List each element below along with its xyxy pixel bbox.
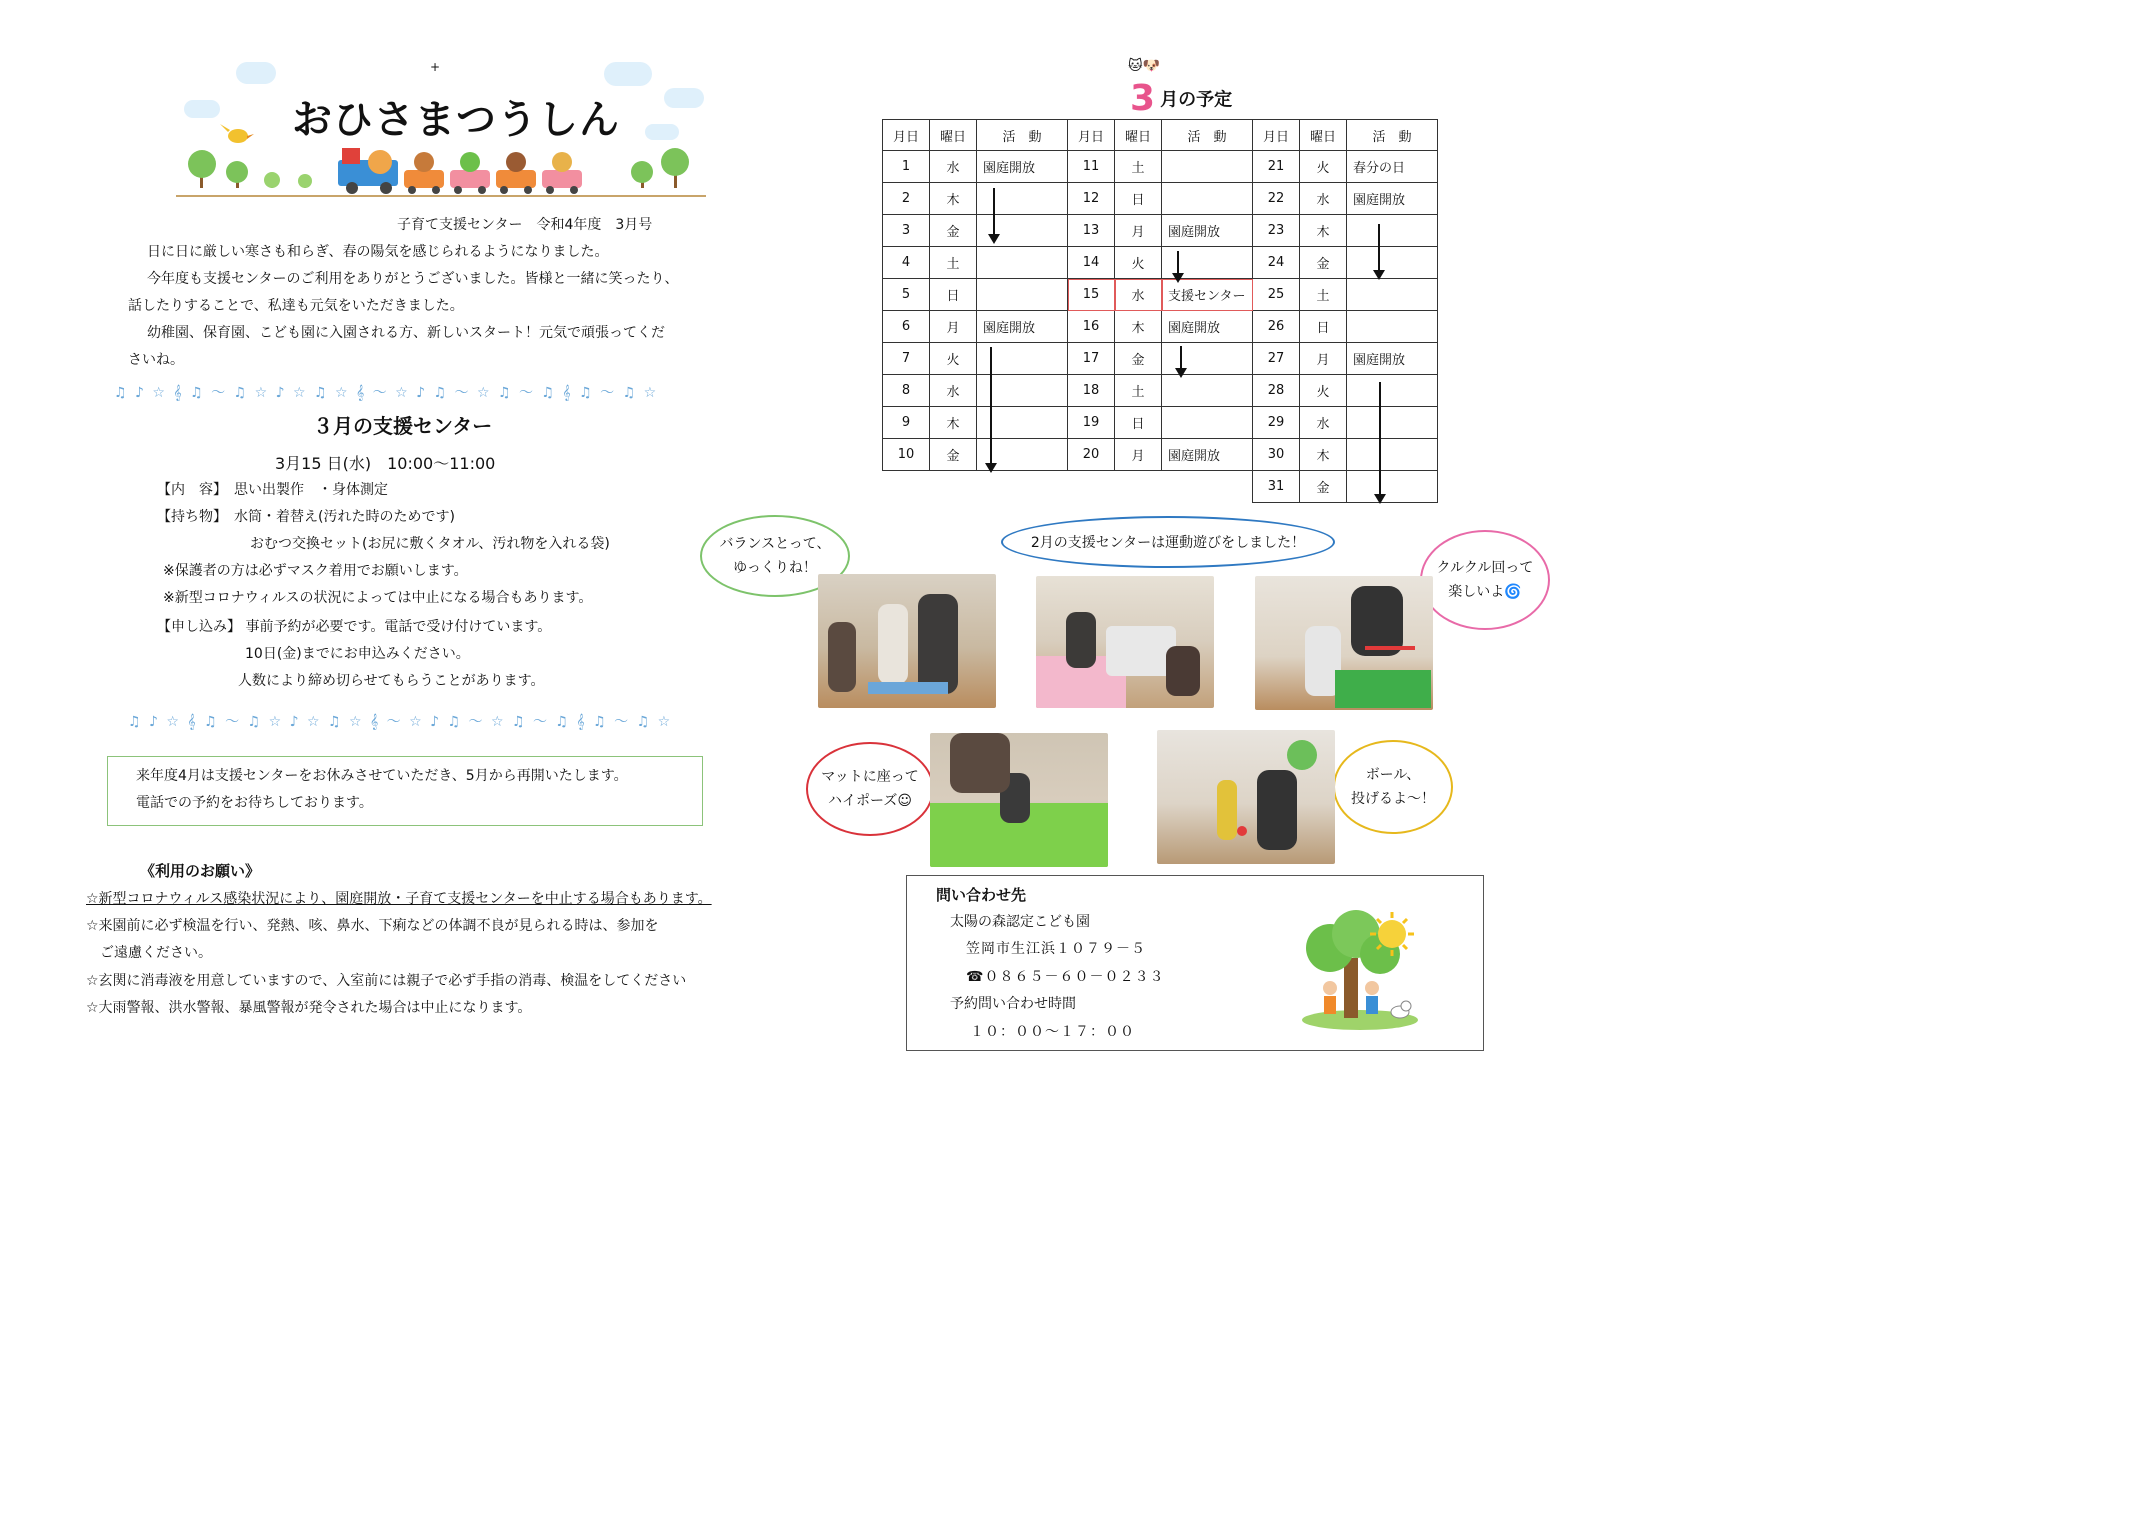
rule-item: ☆新型コロナウィルス感染状況により、園庭開放・子育て支援センターを中止する場合もあります。: [86, 891, 712, 907]
rule-item: ☆玄関に消毒液を用意していますので、入室前には親子で必ず手指の消毒、検温をしてください: [86, 973, 687, 989]
col-weekday-header: 曜日: [1115, 120, 1162, 151]
schedule-date-cell: 24: [1253, 247, 1300, 279]
schedule-activity-cell: 園庭開放: [1162, 311, 1253, 343]
bubble-text: クルクル回って: [1436, 560, 1534, 576]
bubble-text: ハイポーズ☺: [828, 793, 912, 809]
schedule-activity-cell: [1347, 247, 1438, 279]
newsletter-title: おひさまつうしん: [292, 97, 620, 143]
schedule-activity-cell: [1347, 439, 1438, 471]
contact-hours: １０：００～１７：００: [970, 1024, 1135, 1040]
schedule-activity-cell: 園庭開放: [1347, 183, 1438, 215]
schedule-activity-cell: 園庭開放: [1347, 343, 1438, 375]
bubble-text: ゆっくりね！: [733, 560, 817, 576]
support-content: 【内 容】 思い出製作 ・身体測定: [157, 482, 388, 498]
schedule-activity-cell: 春分の日: [1347, 151, 1438, 183]
notice-line-2: 電話での予約をお待ちしております。: [136, 795, 373, 811]
schedule-weekday-cell: 金: [1300, 247, 1347, 279]
schedule-weekday-cell: 金: [930, 215, 977, 247]
schedule-activity-cell: [977, 247, 1068, 279]
bubble-text: 楽しいよ🌀: [1448, 584, 1522, 600]
schedule-date-cell: 17: [1068, 343, 1115, 375]
continuation-arrow: [1177, 251, 1179, 275]
schedule-weekday-cell: 土: [1115, 375, 1162, 407]
intro-line-4: 幼稚園、保育園、こども園に入園される方、新しいスタート！元気で頑張ってくだ: [147, 325, 665, 341]
schedule-date-cell: 9: [883, 407, 930, 439]
tree-icon: [264, 172, 280, 188]
support-belongings-2: おむつ交換セット(お尻に敷くタオル、汚れ物を入れる袋): [250, 536, 610, 552]
cloud-decoration: [664, 88, 704, 108]
schedule-date-cell: 19: [1068, 407, 1115, 439]
contact-hours-label: 予約問い合わせ時間: [950, 996, 1076, 1012]
schedule-weekday-cell: 金: [930, 439, 977, 471]
photo-green-mat: [930, 733, 1108, 867]
bubble-text: マットに座って: [821, 769, 919, 785]
speech-bubble-kurukuru: [1420, 530, 1550, 630]
schedule-weekday-cell: 金: [1300, 471, 1347, 503]
schedule-empty-cell: [977, 471, 1068, 503]
march-number: 3: [1130, 78, 1156, 119]
schedule-row: [883, 471, 1438, 503]
schedule-empty-cell: [1115, 471, 1162, 503]
schedule-date-cell: 6: [883, 311, 930, 343]
cloud-decoration: [236, 62, 276, 84]
continuation-arrow: [1180, 346, 1182, 370]
col-date-header: 月日: [883, 120, 930, 151]
tree-icon: [631, 161, 653, 188]
schedule-row: [883, 279, 1438, 311]
schedule-activity-cell: [1347, 311, 1438, 343]
schedule-row: [883, 375, 1438, 407]
schedule-weekday-cell: 日: [930, 279, 977, 311]
tree-icon: [661, 148, 689, 188]
train-car-icon: [404, 152, 444, 194]
schedule-activity-cell: 園庭開放: [1162, 215, 1253, 247]
schedule-weekday-cell: 月: [1115, 215, 1162, 247]
intro-line-2: 今年度も支援センターのご利用をありがとうございました。皆様と一緒に笑ったり、: [147, 271, 679, 287]
schedule-date-cell: 22: [1253, 183, 1300, 215]
photo-caption-text: 2月の支援センターは運動遊びをしました！: [1030, 535, 1306, 551]
support-belongings: 【持ち物】 水筒・着替え(汚れた時のためです): [157, 509, 455, 525]
schedule-weekday-cell: 日: [1115, 183, 1162, 215]
schedule-activity-cell: [1347, 407, 1438, 439]
rules-heading: 《利用のお願い》: [140, 862, 261, 880]
bubble-text: 投げるよ～！: [1351, 791, 1435, 807]
child-icon: [1323, 981, 1337, 1014]
train-car-icon: [542, 152, 582, 194]
contact-address: 笠岡市生江浜１０７９－５: [966, 941, 1146, 957]
schedule-activity-cell: [1162, 183, 1253, 215]
bird-icon: [220, 124, 254, 143]
rule-item: ☆来園前に必ず検温を行い、発熱、咳、鼻水、下痢などの体調不良が見られる時は、参加を: [86, 918, 659, 934]
music-note-divider: ♫ ♪ ☆ 𝄞 ♫ ～ ♫ ☆ ♪ ☆ ♫ ☆ 𝄞 ～ ☆ ♪ ♫ ～ ☆ ♫ ～ ♫ 𝄞 ♫ ～ ♫ ☆: [114, 385, 659, 401]
cat-dog-icon: 🐱🐶: [1128, 58, 1161, 74]
train-car-icon: [496, 152, 536, 194]
schedule-date-cell: 25: [1253, 279, 1300, 311]
photo-bead-maze: [1255, 576, 1433, 710]
schedule-weekday-cell: 火: [1115, 247, 1162, 279]
schedule-row: [883, 247, 1438, 279]
schedule-date-cell: 7: [883, 343, 930, 375]
schedule-activity-cell: [1162, 375, 1253, 407]
schedule-empty-cell: [1068, 471, 1115, 503]
support-mask-note: ※保護者の方は必ずマスク着用でお願いします。: [163, 563, 468, 579]
train-illustration: [176, 118, 706, 202]
schedule-activity-cell: 園庭開放: [977, 151, 1068, 183]
schedule-weekday-cell: 木: [930, 407, 977, 439]
schedule-empty-cell: [930, 471, 977, 503]
schedule-empty-cell: [1162, 471, 1253, 503]
schedule-weekday-cell: 日: [1300, 311, 1347, 343]
support-corona-note: ※新型コロナウィルスの状況によっては中止になる場合もあります。: [163, 590, 593, 606]
schedule-weekday-cell: 木: [1300, 439, 1347, 471]
schedule-weekday-cell: 火: [1300, 375, 1347, 407]
schedule-activity-cell: [977, 279, 1068, 311]
schedule-row: [883, 407, 1438, 439]
contact-heading: 問い合わせ先: [936, 886, 1027, 904]
contact-name: 太陽の森認定こども園: [950, 914, 1090, 930]
photo-balance-beam: [818, 574, 996, 708]
rule-item: ☆大雨警報、洪水警報、暴風警報が発令された場合は中止になります。: [86, 1000, 532, 1016]
photo-caption: [1001, 516, 1335, 568]
rule-item: ご遠慮ください。: [100, 945, 212, 961]
tree-sun-kids-illustration: [1300, 908, 1426, 1032]
schedule-weekday-cell: 火: [930, 343, 977, 375]
schedule-date-cell: 2: [883, 183, 930, 215]
schedule-date-cell: 15: [1068, 279, 1115, 311]
support-date: 3月15 日(水) 10:00～11:00: [275, 454, 496, 473]
schedule-weekday-cell: 土: [930, 247, 977, 279]
schedule-date-cell: 30: [1253, 439, 1300, 471]
bubble-text: バランスとって、: [719, 536, 831, 552]
schedule-date-cell: 11: [1068, 151, 1115, 183]
schedule-date-cell: 4: [883, 247, 930, 279]
schedule-row: [883, 343, 1438, 375]
schedule-date-cell: 8: [883, 375, 930, 407]
col-weekday-header: 曜日: [930, 120, 977, 151]
col-date-header: 月日: [1253, 120, 1300, 151]
schedule-date-cell: 27: [1253, 343, 1300, 375]
schedule-weekday-cell: 土: [1115, 151, 1162, 183]
photo-playmat: [1036, 576, 1214, 708]
schedule-row: [883, 311, 1438, 343]
schedule-date-cell: 26: [1253, 311, 1300, 343]
intro-line-3: 話したりすることで、私達も元気をいただきました。: [128, 298, 464, 314]
schedule-weekday-cell: 水: [1300, 407, 1347, 439]
bubble-text: ボール、: [1365, 767, 1421, 783]
schedule-row: [883, 439, 1438, 471]
schedule-date-cell: 12: [1068, 183, 1115, 215]
schedule-date-cell: 13: [1068, 215, 1115, 247]
tree-icon: [226, 161, 248, 188]
schedule-empty-cell: [883, 471, 930, 503]
intro-line-1: 日に日に厳しい寒さも和らぎ、春の陽気を感じられるようになりました。: [147, 244, 609, 260]
schedule-weekday-cell: 金: [1115, 343, 1162, 375]
schedule-weekday-cell: 月: [1300, 343, 1347, 375]
speech-bubble-mat: [806, 742, 934, 836]
schedule-weekday-cell: 月: [1115, 439, 1162, 471]
schedule-weekday-cell: 木: [930, 183, 977, 215]
schedule-weekday-cell: 水: [1115, 279, 1162, 311]
schedule-activity-cell: 園庭開放: [1162, 439, 1253, 471]
support-limit: 人数により締め切らせてもらうことがあります。: [238, 673, 545, 689]
schedule-weekday-cell: 土: [1300, 279, 1347, 311]
schedule-activity-cell: [1162, 151, 1253, 183]
schedule-date-cell: 20: [1068, 439, 1115, 471]
schedule-date-cell: 28: [1253, 375, 1300, 407]
schedule-date-cell: 1: [883, 151, 930, 183]
music-note-divider: ♫ ♪ ☆ 𝄞 ♫ ～ ♫ ☆ ♪ ☆ ♫ ☆ 𝄞 ～ ☆ ♪ ♫ ～ ☆ ♫ ～ ♫ 𝄞 ♫ ～ ♫ ☆: [128, 714, 673, 730]
continuation-arrow: [993, 188, 995, 236]
schedule-activity-cell: [1347, 471, 1438, 503]
schedule-weekday-cell: 水: [930, 375, 977, 407]
dog-icon: [1391, 1001, 1411, 1018]
schedule-title: [1130, 78, 1232, 119]
support-deadline: 10日(金)までにお申込みください。: [245, 646, 470, 662]
schedule-weekday-cell: 木: [1300, 215, 1347, 247]
schedule-date-cell: 16: [1068, 311, 1115, 343]
schedule-table: [882, 119, 1438, 503]
schedule-activity-cell: [1347, 375, 1438, 407]
schedule-date-cell: 29: [1253, 407, 1300, 439]
schedule-date-cell: 21: [1253, 151, 1300, 183]
col-weekday-header: 曜日: [1300, 120, 1347, 151]
tree-icon: [298, 174, 312, 188]
col-activity-header: 活 動: [1162, 120, 1253, 151]
schedule-weekday-cell: 水: [1300, 183, 1347, 215]
schedule-activity-cell: [1347, 279, 1438, 311]
tree-icon: [188, 150, 216, 188]
col-date-header: 月日: [1068, 120, 1115, 151]
schedule-activity-cell: [1347, 215, 1438, 247]
continuation-arrow: [990, 347, 992, 465]
schedule-date-cell: 10: [883, 439, 930, 471]
schedule-date-cell: 14: [1068, 247, 1115, 279]
schedule-date-cell: 23: [1253, 215, 1300, 247]
contact-phone: ☎０８６５－６０－０２３３: [966, 969, 1165, 985]
intro-line-5: さいね。: [128, 352, 184, 368]
sparkle-icon: +: [430, 60, 441, 74]
schedule-date-cell: 31: [1253, 471, 1300, 503]
notice-line-1: 来年度4月は支援センターをお休みさせていただき、5月から再開いたします。: [136, 768, 628, 784]
schedule-header-row: [883, 120, 1438, 151]
cloud-decoration: [604, 62, 652, 86]
locomotive-icon: [338, 148, 398, 194]
support-apply: 【申し込み】 事前予約が必要です。電話で受け付けています。: [157, 619, 552, 635]
schedule-activity-cell: 園庭開放: [977, 311, 1068, 343]
schedule-title-text: 月の予定: [1160, 89, 1233, 111]
issue-subtitle: 子育て支援センター 令和4年度 3月号: [397, 217, 653, 233]
schedule-activity-cell: [1162, 407, 1253, 439]
schedule-date-cell: 5: [883, 279, 930, 311]
schedule-date-cell: 3: [883, 215, 930, 247]
speech-bubble-ball: [1333, 740, 1453, 834]
train-car-icon: [450, 152, 490, 194]
schedule-weekday-cell: 木: [1115, 311, 1162, 343]
continuation-arrow: [1378, 224, 1380, 272]
child-icon: [1365, 981, 1379, 1014]
schedule-row: [883, 215, 1438, 247]
photo-ball-play: [1157, 730, 1335, 864]
continuation-arrow: [1379, 382, 1381, 496]
schedule-activity-cell: [977, 183, 1068, 215]
col-activity-header: 活 動: [977, 120, 1068, 151]
schedule-weekday-cell: 日: [1115, 407, 1162, 439]
cloud-decoration: [184, 100, 220, 118]
support-heading: ３月の支援センター: [313, 414, 493, 438]
schedule-row: [883, 151, 1438, 183]
schedule-date-cell: 18: [1068, 375, 1115, 407]
col-activity-header: 活 動: [1347, 120, 1438, 151]
schedule-weekday-cell: 火: [1300, 151, 1347, 183]
schedule-row: [883, 183, 1438, 215]
schedule-weekday-cell: 水: [930, 151, 977, 183]
schedule-activity-cell: 支援センター: [1162, 279, 1253, 311]
schedule-weekday-cell: 月: [930, 311, 977, 343]
